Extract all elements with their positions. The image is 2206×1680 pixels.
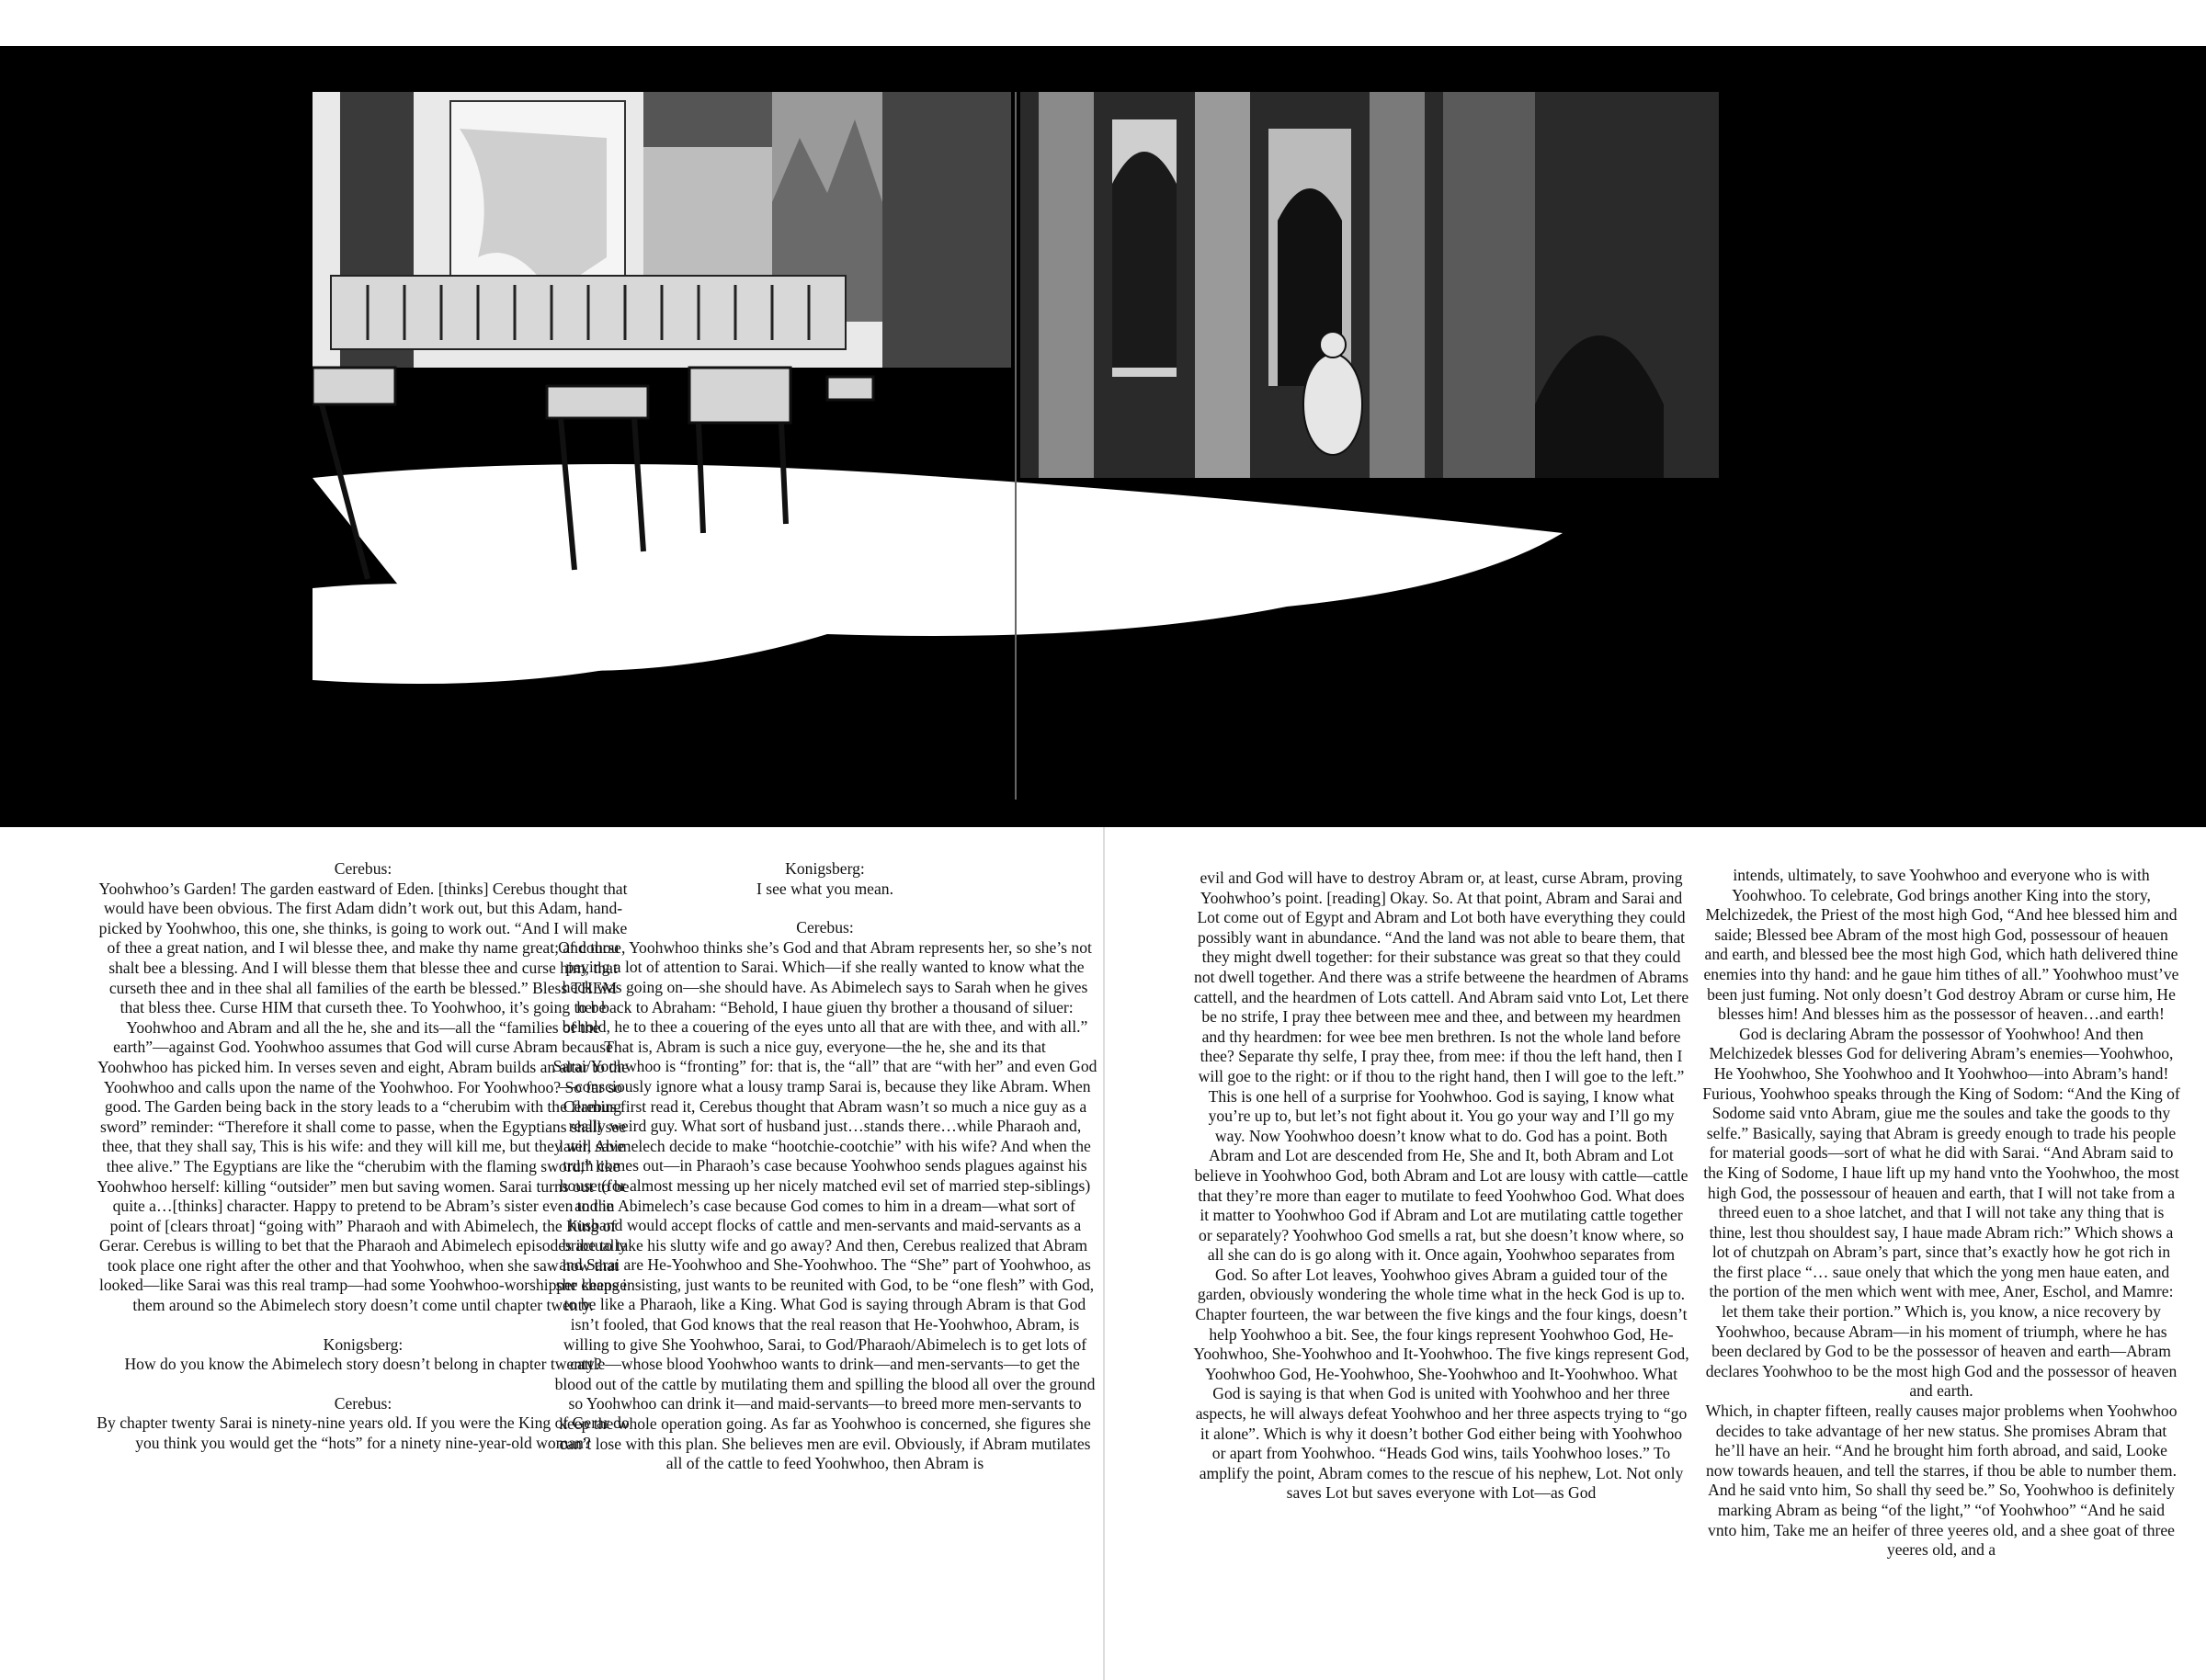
speaker-label: Cerebus:	[334, 859, 392, 878]
text-column-4	[1702, 866, 2180, 1561]
text-column-1	[97, 859, 630, 1454]
page-gutter	[1103, 827, 1105, 1680]
cathedral-interior-illustration	[313, 92, 1719, 800]
speaker-label: Konigsberg:	[323, 1334, 404, 1354]
paragraph: Of course, Yoohwhoo thinks she’s God and that Abram represents her, so she’s not paying a lot of attention to Sarai. Which—if she really wanted to know what the heck was going on—she should have. As Abimelech says to Sarah when he gives her back to Abraham: “Behold, I haue giuen thy brother a thousand of siluer: behold, he to thee a couering of the eyes unto all that are with thee, and with all.” That is, Abram is such a nice guy, everyone—the he, she and its that Sarai/Yoohwhoo is “fronting” for: that is, the “all” that are “with her” and even God—consciously ignore what a lousy tramp Sarai is, because they like Abram. When Cerebus first read it, Cerebus thought that Abram wasn’t so much a nice guy as a really weird guy. What sort of husband just…stands there…while Pharaoh and, later, Abimelech decide to make “hootchie-cootchie” with his wife? And when the truth comes out—in Pharaoh’s case because Yoohwhoo sends plagues against his house (for almost messing up her nicely matched evil set of married step-siblings) and in Abimelech’s case because God comes to him in a dream—what sort of husband would accept flocks of cattle and men-servants and maid-servants as a bribe to take his slutty wife and go away? And then, Cerebus realized that Abram and Sarai are He-Yoohwhoo and She-Yoohwhoo. The “She” part of Yoohwhoo, as she keeps insisting, just wants to be reunited with God, to be “one flesh” with God, to be like a Pharaoh, like a King. What God is saying through Abram is that God isn’t fooled, that God knows that the real reason that He-Yoohwhoo, Abram, is willing to give She Yoohwhoo, Sarai, to God/Pharaoh/Abimelech is to get lots of cattle—whose blood Yoohwhoo wants to drink—and men-servants—to get the blood out of the cattle by mutilating them and spilling the blood all over the ground so Yoohwhoo can drink it—and maid-servants—to breed more men-servants to keep the whole operation going. As far as Yoohwhoo is concerned, she figures she can’t lose with this plan. She believes men are evil. Obviously, if Abram mutilates all of the cattle to feed Yoohwhoo, then Abram is	[552, 937, 1097, 1473]
paragraph: By chapter twenty Sarai is ninety-nine years old. If you were the King of Gerar do you think you would get the “hots” for a ninety nine-year-old woman?	[97, 1413, 630, 1453]
text-column-2	[552, 859, 1098, 1474]
text-column-3	[1193, 868, 1689, 1504]
paragraph: How do you know the Abimelech story doesn’t belong in chapter twenty?	[124, 1355, 602, 1374]
speaker-label: Cerebus:	[796, 918, 854, 937]
paragraph: Which, in chapter fifteen, really causes major problems when Yoohwhoo decides to take advantage of her new status. She promises Abram that he’ll have an heir. “And he brought him forth abroad, and said, Looke now towards heauen, and tell the starres, if thou be able to number them. And he said vnto him, So shall thy seed be.” So, Yoohwhoo is definitely marking Abram as being “of the light,” “of Yoohwhoo” “And he said vnto him, Take me an heifer of three yeeres old, and a shee goat of three yeeres old, and a	[1705, 1402, 2178, 1560]
paragraph: evil and God will have to destroy Abram or, at least, curse Abram, proving Yoohwhoo’s point. [reading] Okay. So. At that point, Abram and Sarai and Lot come out of Egypt and Abram and Lot both have everything they could possibly want in abundance. “And the land was not able to beare them, that they might dwell together: for their substance was great so that they could not dwell together. And there was a strife betweene the heardmen of Abrams cattell, and the heardmen of Lots cattell. And Abram said vnto Lot, Let there be no strife, I pray thee between mee and thee, and between my heardmen and thy heardmen: for wee bee men brethren. Is not the whole land before thee? Separate thy selfe, I pray thee, from mee: if thou the left hand, then I will goe to the right: or if thou to the right hand, then I will goe to the left.” This is one hell of a surprise for Yoohwhoo. God is saying, I know what you’re up to, but let’s not fight about it. You go your way and I’ll go my way. Now Yoohwhoo doesn’t know what to do. God has a point. Both Abram and Lot are descended from He, She and It, both Abram and Lot believe in Yoohwhoo God, both Abram and Lot are lousy with cattle—cattle that they’re more than eager to mutilate to feed Yoohwhoo God. What does it matter to Yoohwhoo God if Abram and Lot are mutilating cattle together or separately? Yoohwhoo God smells a rat, but she doesn’t know where, so all she can do is go along with it. Once again, Yoohwhoo separates from God. So after Lot leaves, Yoohwhoo gives Abram a guided tour of the garden, obviously wondering the whole time what in the heck God is up to. Chapter fourteen, the war between the five kings and the four kings, doesn’t help Yoohwhoo a bit. See, the four kings represent Yoohwhoo God, He-Yoohwhoo, She-Yoohwhoo and It-Yoohwhoo. The five kings represent God, Yoohwhoo God, He-Yoohwhoo, She-Yoohwhoo and It-Yoohwhoo. What God is saying is that when God is united with Yoohwhoo and her three aspects, he will always defeat Yoohwhoo and her three aspects trying to “go it alone”. Which is why it doesn’t bother God either being with Yoohwhoo or apart from Yoohwhoo. “Heads God wins, tails Yoohwhoo loses.” To amplify the point, Abram comes to the rescue of his nephew, Lot. Not only saves Lot but saves everyone with Lot—as God	[1193, 868, 1689, 1503]
speaker-label: Cerebus:	[334, 1393, 392, 1413]
speaker-label: Konigsberg:	[785, 859, 865, 878]
paragraph: I see what you mean.	[756, 879, 893, 898]
paragraph: intends, ultimately, to save Yoohwhoo and everyone who is with Yoohwhoo. To celebrate, God brings another King into the story, Melchizedek, the Priest of the most high God, “And hee blessed him and saide; Blessed bee Abram of the most high God, possessour of heauen and earth, and blessed bee the most high God, which hath delivered thine enemies into thy hand: and he gaue him tithes of all.” Yoohwhoo must’ve been just fuming. Not only doesn’t God destroy Abram or curse him, He blesses him! And blesses him as the possessor of heaven…and earth! God is declaring Abram the possessor of Yoohwhoo! And then Melchizedek blesses God for delivering Abram’s enemies—Yoohwhoo, He Yoohwhoo, She Yoohwhoo and It Yoohwhoo—into Abram’s hand! Furious, Yoohwhoo speaks through the King of Sodom: “And the King of Sodome said vnto Abram, giue me the soules and take the goods to thy selfe.” Basically, saying that Abram is greedy enough to trade his people for material goods—sort of what he did with Sarai. “And Abram said to the King of Sodome, I haue lift up my hand vnto the Yoohwhoo, the most high God, the possessour of heauen and earth, that I will not take from a threed euen to a shoe latchet, and that I will not take any thing that is thine, lest thou shouldest say, I haue made Abram rich:” Which shows a lot of chutzpah on Abram’s part, since that’s exactly how he got rich in the first place “… saue onely that which the yong men haue eaten, and the portion of the men which went with mee, Aner, Eschol, and Mamre: let them take their portion.” Which is, you know, a nice recovery by Yoohwhoo, because Abram—in his moment of triumph, where he has been declared by God to be the possessor of heaven and earth—Abram declares Yoohwhoo to be the most high God and the possessor of heaven and earth.	[1702, 866, 2180, 1401]
paragraph: Yoohwhoo’s Garden! The garden eastward of Eden. [thinks] Cerebus thought that would have been obvious. The first Adam didn’t work out, but this Adam, hand-picked by Yoohwhoo, this one, she thinks, is going to work out. “And I will make of thee a great nation, and I wil blesse thee, and make thy name great; and thou shalt bee a blessing. And I will blesse them that blesse thee and curse him, that curseth thee and in thee shal all families of the earth be blessed.” Bless THEM that bless thee. Curse HIM that curseth thee. To Yoohwhoo, it’s going to be Yoohwhoo and Abram and all the he, she and its—all the “families of the earth”—against God. Yoohwhoo assumes that God will curse Abram because Yoohwhoo has picked him. In verses seven and eight, Abram builds an altar to the Yoohwhoo and calls upon the name of the Yoohwhoo. For Yoohwhoo? So far so good. The Garden being back in the story leads to a “cherubim with the flaming sword” reminder: “Therefore it shall come to passe, when the Egyptians shall see thee, that they shall say, This is his wife: and they will kill me, but they will save thee alive.” The Egyptians are like the “cherubim with the flaming sword,” like Yoohwhoo herself: killing “outsider” men but saving women. Sarai turns out to be quite a…[thinks] character. Happy to pretend to be Abram’s sister even to the point of [clears throat] “going with” Pharaoh and with Abimelech, the King of Gerar. Cerebus is willing to bet that the Pharaoh and Abimelech episodes actually took place one right after the other and that Yoohwhoo, when she saw how that looked—like Sarai was this real tramp—had some Yoohwhoo-worshipper change them around so the Abimelech story doesn’t come until chapter twenty.	[97, 879, 630, 1315]
